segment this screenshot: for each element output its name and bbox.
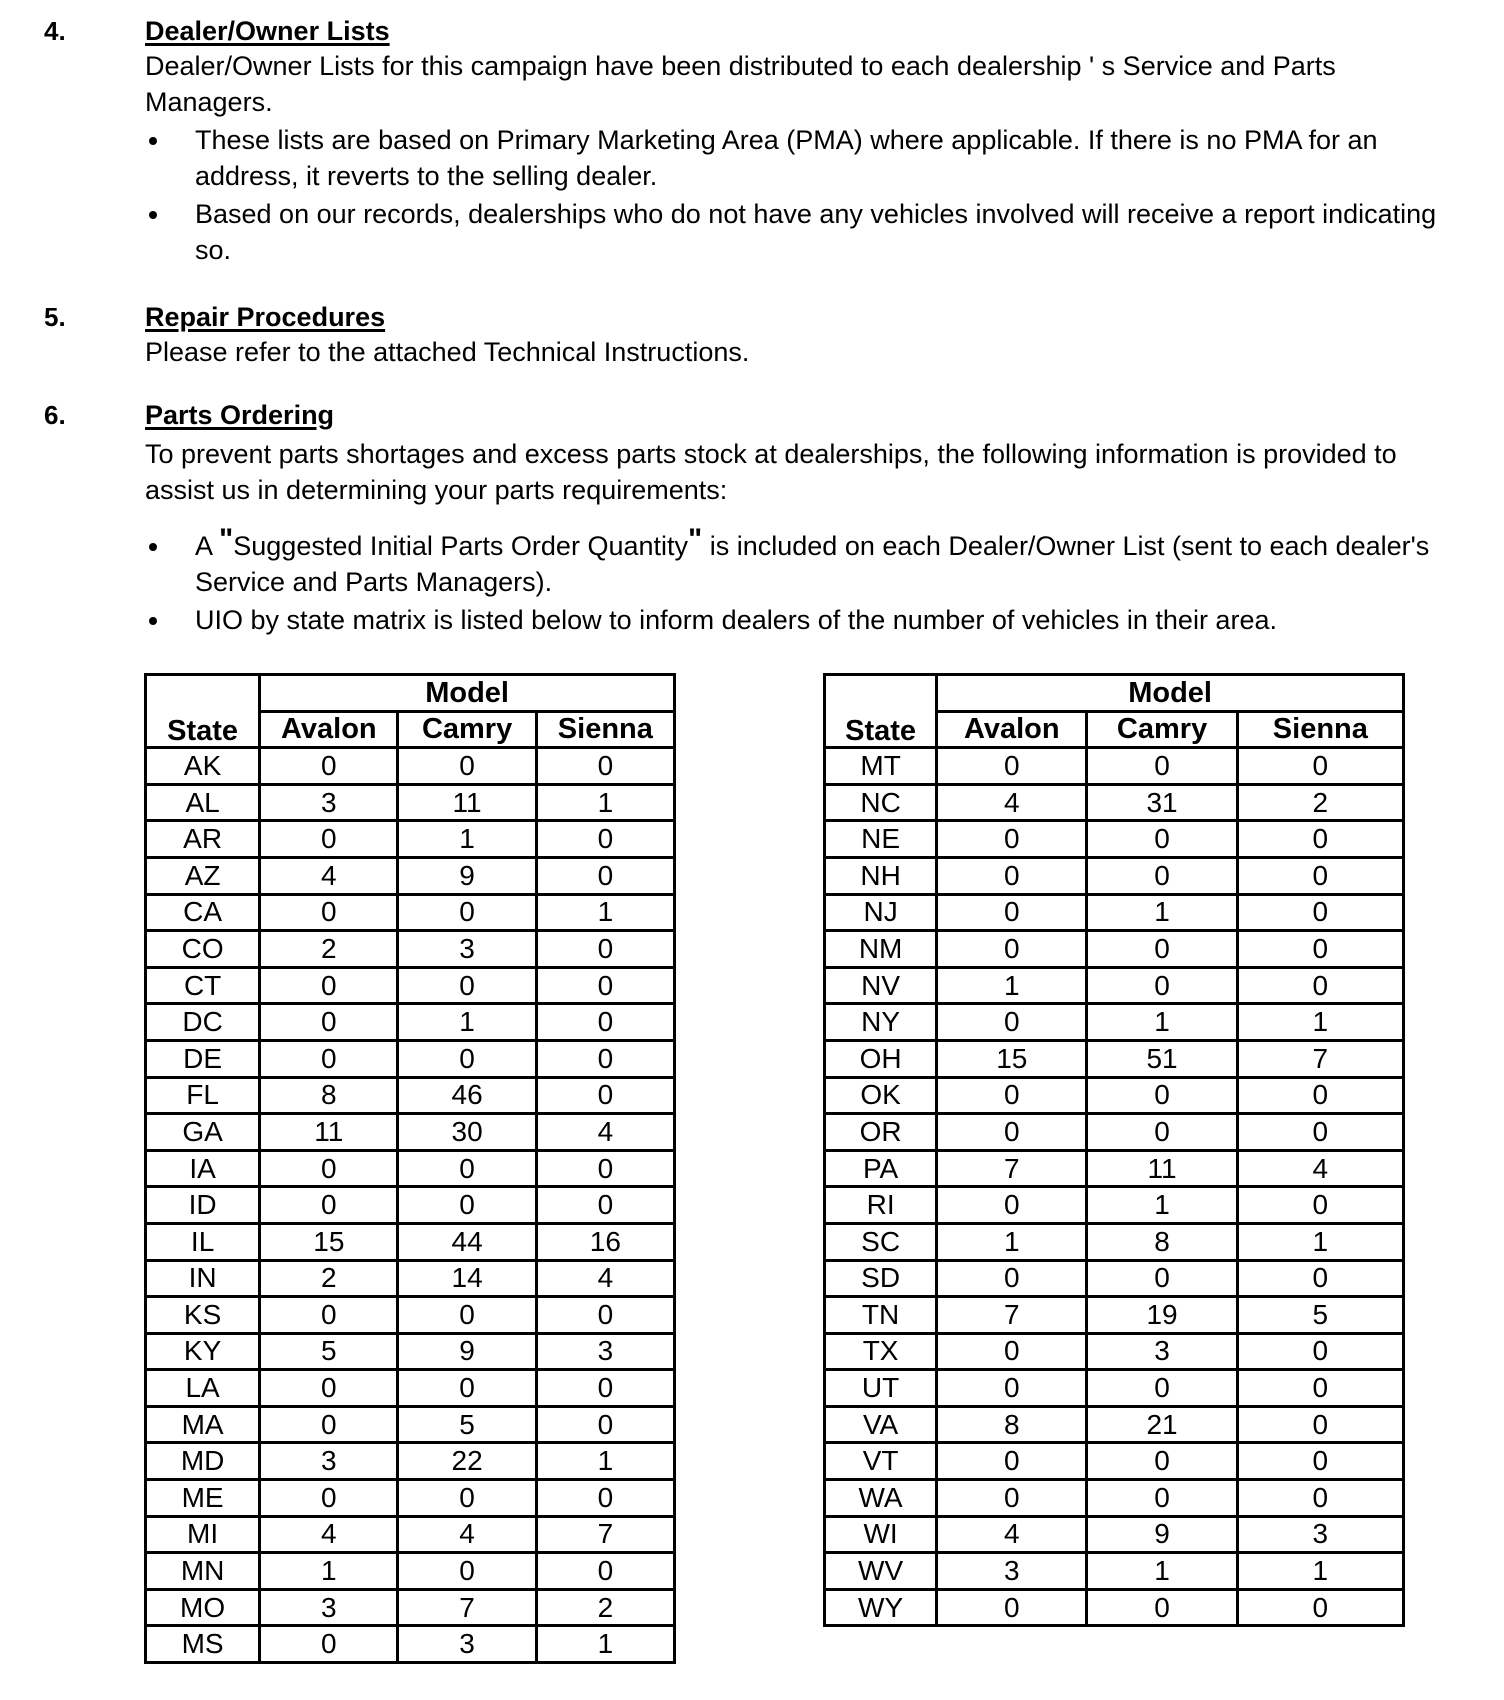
sienna-cell: 0 bbox=[536, 1370, 674, 1407]
sienna-cell: 0 bbox=[1237, 1406, 1403, 1443]
sienna-cell: 2 bbox=[536, 1589, 674, 1626]
table-row bbox=[146, 1406, 675, 1443]
state-cell: CO bbox=[146, 931, 260, 968]
avalon-cell: 0 bbox=[260, 894, 398, 931]
avalon-cell: 8 bbox=[937, 1406, 1087, 1443]
sienna-cell: 0 bbox=[1237, 748, 1403, 785]
bullet-icon bbox=[149, 137, 157, 145]
camry-cell: 11 bbox=[1087, 1150, 1237, 1187]
section-number: 5. bbox=[44, 302, 66, 332]
state-cell: LA bbox=[146, 1370, 260, 1407]
sienna-cell: 0 bbox=[536, 1297, 674, 1334]
avalon-cell: 4 bbox=[260, 857, 398, 894]
camry-cell: 0 bbox=[398, 1297, 536, 1334]
sienna-cell: 1 bbox=[536, 784, 674, 821]
sienna-cell: 0 bbox=[536, 748, 674, 785]
camry-cell: 19 bbox=[1087, 1297, 1237, 1334]
sienna-cell: 4 bbox=[1237, 1150, 1403, 1187]
avalon-cell: 0 bbox=[937, 821, 1087, 858]
avalon-cell: 0 bbox=[937, 1370, 1087, 1407]
state-cell: VT bbox=[825, 1443, 937, 1480]
table-row bbox=[825, 1187, 1404, 1224]
sienna-cell: 0 bbox=[536, 1553, 674, 1590]
sienna-cell: 0 bbox=[1237, 821, 1403, 858]
state-cell: RI bbox=[825, 1187, 937, 1224]
sienna-cell: 0 bbox=[1237, 1333, 1403, 1370]
avalon-cell: 3 bbox=[937, 1553, 1087, 1590]
camry-cell: 0 bbox=[1087, 931, 1237, 968]
table-row bbox=[146, 1223, 675, 1260]
sienna-cell: 7 bbox=[536, 1516, 674, 1553]
state-cell: ME bbox=[146, 1480, 260, 1517]
camry-cell: 0 bbox=[1087, 1260, 1237, 1297]
sienna-cell: 0 bbox=[536, 1077, 674, 1114]
table-row bbox=[825, 1260, 1404, 1297]
state-header: State bbox=[825, 675, 937, 748]
camry-cell: 3 bbox=[398, 1626, 536, 1663]
sienna-cell: 0 bbox=[1237, 1370, 1403, 1407]
sienna-cell: 0 bbox=[536, 967, 674, 1004]
table-row bbox=[146, 1480, 675, 1517]
table-row bbox=[825, 1443, 1404, 1480]
state-cell: MD bbox=[146, 1443, 260, 1480]
state-cell: NC bbox=[825, 784, 937, 821]
close-quote: " bbox=[688, 523, 703, 556]
camry-cell: 1 bbox=[398, 821, 536, 858]
camry-cell: 5 bbox=[398, 1406, 536, 1443]
table-row bbox=[146, 1040, 675, 1077]
table-row bbox=[825, 1223, 1404, 1260]
table-row bbox=[146, 1187, 675, 1224]
avalon-cell: 7 bbox=[937, 1297, 1087, 1334]
avalon-cell: 11 bbox=[260, 1114, 398, 1151]
avalon-cell: 0 bbox=[937, 857, 1087, 894]
state-cell: TX bbox=[825, 1333, 937, 1370]
bullet-icon bbox=[149, 617, 157, 625]
list-item: UIO by state matrix is listed below to inform dealers of the number of vehicles in their area. bbox=[145, 602, 1455, 638]
sienna-cell: 3 bbox=[1237, 1516, 1403, 1553]
sienna-cell: 2 bbox=[1237, 784, 1403, 821]
sienna-cell: 0 bbox=[536, 1187, 674, 1224]
table-row bbox=[146, 857, 675, 894]
sienna-cell: 0 bbox=[1237, 931, 1403, 968]
state-cell: AK bbox=[146, 748, 260, 785]
sienna-cell: 1 bbox=[1237, 1004, 1403, 1041]
camry-cell: 51 bbox=[1087, 1040, 1237, 1077]
avalon-cell: 4 bbox=[937, 784, 1087, 821]
avalon-cell: 15 bbox=[260, 1223, 398, 1260]
camry-cell: 0 bbox=[398, 967, 536, 1004]
avalon-cell: 3 bbox=[260, 1443, 398, 1480]
state-cell: SC bbox=[825, 1223, 937, 1260]
sienna-cell: 3 bbox=[536, 1333, 674, 1370]
avalon-cell: 0 bbox=[937, 1077, 1087, 1114]
table-row bbox=[825, 1114, 1404, 1151]
avalon-cell: 2 bbox=[260, 931, 398, 968]
state-cell: AL bbox=[146, 784, 260, 821]
camry-cell: 0 bbox=[1087, 1370, 1237, 1407]
sienna-cell: 0 bbox=[536, 857, 674, 894]
table-row bbox=[146, 1004, 675, 1041]
table-row bbox=[146, 894, 675, 931]
table-row bbox=[146, 931, 675, 968]
camry-cell: 7 bbox=[398, 1589, 536, 1626]
uio-table-right bbox=[823, 673, 1405, 1627]
avalon-cell: 0 bbox=[937, 1114, 1087, 1151]
avalon-cell: 3 bbox=[260, 784, 398, 821]
avalon-cell: 8 bbox=[260, 1077, 398, 1114]
table-row bbox=[146, 1589, 675, 1626]
avalon-cell: 0 bbox=[260, 1370, 398, 1407]
model-header: Model bbox=[937, 675, 1404, 712]
state-cell: ID bbox=[146, 1187, 260, 1224]
state-cell: KS bbox=[146, 1297, 260, 1334]
table-row bbox=[825, 1589, 1404, 1626]
avalon-cell: 0 bbox=[937, 748, 1087, 785]
avalon-cell: 0 bbox=[937, 1480, 1087, 1517]
camry-cell: 0 bbox=[398, 1553, 536, 1590]
camry-cell: 1 bbox=[1087, 1004, 1237, 1041]
sienna-cell: 5 bbox=[1237, 1297, 1403, 1334]
avalon-cell: 7 bbox=[937, 1150, 1087, 1187]
state-cell: PA bbox=[825, 1150, 937, 1187]
camry-cell: 22 bbox=[398, 1443, 536, 1480]
camry-cell: 3 bbox=[398, 931, 536, 968]
camry-cell: 11 bbox=[398, 784, 536, 821]
state-cell: MI bbox=[146, 1516, 260, 1553]
table-row bbox=[825, 1333, 1404, 1370]
camry-cell: 0 bbox=[1087, 1480, 1237, 1517]
state-cell: GA bbox=[146, 1114, 260, 1151]
camry-cell: 31 bbox=[1087, 784, 1237, 821]
open-quote: " bbox=[219, 523, 234, 556]
bullet-list bbox=[145, 122, 1455, 270]
avalon-cell: 0 bbox=[937, 1443, 1087, 1480]
list-item: These lists are based on Primary Marketing Area (PMA) where applicable. If there is no PMA for an address, it reverts to the selling dealer. bbox=[145, 122, 1455, 194]
sienna-cell: 0 bbox=[536, 1040, 674, 1077]
camry-cell: 1 bbox=[398, 1004, 536, 1041]
table-row bbox=[146, 1516, 675, 1553]
avalon-cell: 0 bbox=[260, 1406, 398, 1443]
table-row bbox=[825, 1004, 1404, 1041]
bullet-icon bbox=[149, 211, 157, 219]
sienna-cell: 0 bbox=[536, 821, 674, 858]
state-cell: MT bbox=[825, 748, 937, 785]
avalon-cell: 0 bbox=[937, 1187, 1087, 1224]
avalon-cell: 0 bbox=[260, 1150, 398, 1187]
table-row bbox=[825, 821, 1404, 858]
avalon-cell: 1 bbox=[937, 1223, 1087, 1260]
avalon-cell: 0 bbox=[260, 1480, 398, 1517]
avalon-cell: 15 bbox=[937, 1040, 1087, 1077]
table-row bbox=[146, 1626, 675, 1663]
camry-cell: 30 bbox=[398, 1114, 536, 1151]
camry-cell: 1 bbox=[1087, 1187, 1237, 1224]
camry-cell: 0 bbox=[398, 1370, 536, 1407]
camry-cell: 0 bbox=[1087, 857, 1237, 894]
state-cell: OK bbox=[825, 1077, 937, 1114]
table-row bbox=[146, 1150, 675, 1187]
sienna-cell: 0 bbox=[536, 931, 674, 968]
table-row bbox=[825, 1480, 1404, 1517]
state-cell: NM bbox=[825, 931, 937, 968]
state-cell: MS bbox=[146, 1626, 260, 1663]
sienna-cell: 0 bbox=[1237, 1114, 1403, 1151]
uio-table-left bbox=[144, 673, 676, 1664]
table-row bbox=[825, 1297, 1404, 1334]
state-cell: OR bbox=[825, 1114, 937, 1151]
table-row bbox=[825, 1040, 1404, 1077]
state-cell: KY bbox=[146, 1333, 260, 1370]
avalon-cell: 0 bbox=[937, 1260, 1087, 1297]
camry-cell: 9 bbox=[398, 857, 536, 894]
sienna-cell: 1 bbox=[1237, 1223, 1403, 1260]
sienna-cell: 0 bbox=[1237, 1260, 1403, 1297]
sienna-cell: 1 bbox=[536, 894, 674, 931]
camry-header: Camry bbox=[398, 711, 536, 748]
avalon-cell: 0 bbox=[937, 894, 1087, 931]
avalon-cell: 0 bbox=[260, 1187, 398, 1224]
sienna-cell: 0 bbox=[536, 1150, 674, 1187]
bullet-icon bbox=[149, 543, 157, 551]
table-row bbox=[825, 894, 1404, 931]
state-cell: AR bbox=[146, 821, 260, 858]
sienna-cell: 1 bbox=[1237, 1553, 1403, 1590]
avalon-cell: 4 bbox=[260, 1516, 398, 1553]
sienna-cell: 0 bbox=[536, 1406, 674, 1443]
sienna-header: Sienna bbox=[1237, 711, 1403, 748]
avalon-cell: 4 bbox=[937, 1516, 1087, 1553]
section-paragraph: Please refer to the attached Technical Instructions. bbox=[145, 337, 750, 367]
avalon-cell: 1 bbox=[937, 967, 1087, 1004]
camry-cell: 14 bbox=[398, 1260, 536, 1297]
state-cell: MA bbox=[146, 1406, 260, 1443]
camry-cell: 1 bbox=[1087, 1553, 1237, 1590]
camry-cell: 4 bbox=[398, 1516, 536, 1553]
table-row bbox=[825, 1553, 1404, 1590]
state-cell: UT bbox=[825, 1370, 937, 1407]
avalon-header: Avalon bbox=[260, 711, 398, 748]
camry-cell: 44 bbox=[398, 1223, 536, 1260]
avalon-cell: 0 bbox=[937, 931, 1087, 968]
state-cell: NY bbox=[825, 1004, 937, 1041]
state-cell: IL bbox=[146, 1223, 260, 1260]
state-cell: NV bbox=[825, 967, 937, 1004]
state-cell: IN bbox=[146, 1260, 260, 1297]
sienna-cell: 0 bbox=[536, 1480, 674, 1517]
avalon-cell: 0 bbox=[937, 1004, 1087, 1041]
sienna-cell: 0 bbox=[1237, 1589, 1403, 1626]
avalon-cell: 2 bbox=[260, 1260, 398, 1297]
state-cell: IA bbox=[146, 1150, 260, 1187]
list-item: Based on our records, dealerships who do not have any vehicles involved will receive a report indicating so. bbox=[145, 196, 1455, 268]
table-row bbox=[825, 748, 1404, 785]
sienna-cell: 1 bbox=[536, 1443, 674, 1480]
bullet-list bbox=[145, 523, 1455, 640]
state-cell: TN bbox=[825, 1297, 937, 1334]
avalon-cell: 3 bbox=[260, 1589, 398, 1626]
camry-cell: 0 bbox=[1087, 821, 1237, 858]
avalon-cell: 0 bbox=[260, 1297, 398, 1334]
camry-cell: 0 bbox=[398, 1480, 536, 1517]
camry-cell: 0 bbox=[398, 748, 536, 785]
avalon-cell: 0 bbox=[260, 1040, 398, 1077]
sienna-cell: 0 bbox=[536, 1004, 674, 1041]
state-cell: NH bbox=[825, 857, 937, 894]
table-row bbox=[825, 1370, 1404, 1407]
camry-cell: 1 bbox=[1087, 894, 1237, 931]
state-cell: NJ bbox=[825, 894, 937, 931]
state-cell: DC bbox=[146, 1004, 260, 1041]
table-row bbox=[825, 967, 1404, 1004]
list-item: A "Suggested Initial Parts Order Quantity" is included on each Dealer/Owner List (sent to each dealer's Service and Parts Managers). bbox=[145, 528, 1455, 600]
table-row bbox=[825, 857, 1404, 894]
sienna-cell: 0 bbox=[1237, 1077, 1403, 1114]
camry-cell: 0 bbox=[398, 894, 536, 931]
camry-cell: 0 bbox=[1087, 1443, 1237, 1480]
table-row bbox=[146, 1260, 675, 1297]
avalon-cell: 0 bbox=[260, 748, 398, 785]
table-row bbox=[146, 1114, 675, 1151]
camry-cell: 3 bbox=[1087, 1333, 1237, 1370]
camry-cell: 0 bbox=[1087, 1114, 1237, 1151]
sienna-cell: 1 bbox=[536, 1626, 674, 1663]
sienna-header: Sienna bbox=[536, 711, 674, 748]
sienna-cell: 0 bbox=[1237, 1443, 1403, 1480]
table-row bbox=[146, 784, 675, 821]
sienna-cell: 4 bbox=[536, 1114, 674, 1151]
section-heading: Repair Procedures bbox=[145, 302, 386, 332]
state-cell: OH bbox=[825, 1040, 937, 1077]
table-row bbox=[146, 1370, 675, 1407]
state-cell: NE bbox=[825, 821, 937, 858]
avalon-cell: 0 bbox=[260, 1004, 398, 1041]
section-paragraph: To prevent parts shortages and excess parts stock at dealerships, the following information is provided to assist us in determining your parts requirements: bbox=[145, 439, 1397, 505]
camry-cell: 0 bbox=[398, 1040, 536, 1077]
sienna-cell: 0 bbox=[1237, 1187, 1403, 1224]
camry-cell: 0 bbox=[398, 1150, 536, 1187]
camry-cell: 0 bbox=[1087, 967, 1237, 1004]
table-row bbox=[146, 748, 675, 785]
camry-cell: 0 bbox=[1087, 1077, 1237, 1114]
table-row bbox=[146, 967, 675, 1004]
table-row bbox=[146, 1553, 675, 1590]
section-number: 6. bbox=[44, 400, 66, 430]
sienna-cell: 0 bbox=[1237, 1480, 1403, 1517]
state-cell: FL bbox=[146, 1077, 260, 1114]
state-cell: CA bbox=[146, 894, 260, 931]
sienna-cell: 4 bbox=[536, 1260, 674, 1297]
avalon-cell: 5 bbox=[260, 1333, 398, 1370]
table-row bbox=[146, 1297, 675, 1334]
model-header: Model bbox=[260, 675, 675, 712]
section-paragraph: Dealer/Owner Lists for this campaign have been distributed to each dealership ' s Service and Parts Managers. bbox=[145, 51, 1336, 117]
state-cell: DE bbox=[146, 1040, 260, 1077]
section-heading: Dealer/Owner Lists bbox=[145, 16, 390, 46]
camry-cell: 46 bbox=[398, 1077, 536, 1114]
avalon-cell: 0 bbox=[937, 1589, 1087, 1626]
state-cell: WA bbox=[825, 1480, 937, 1517]
table-row bbox=[825, 1406, 1404, 1443]
table-row bbox=[825, 1077, 1404, 1114]
state-cell: WV bbox=[825, 1553, 937, 1590]
avalon-cell: 0 bbox=[937, 1333, 1087, 1370]
section-number: 4. bbox=[44, 16, 66, 46]
state-cell: VA bbox=[825, 1406, 937, 1443]
avalon-header: Avalon bbox=[937, 711, 1087, 748]
camry-cell: 9 bbox=[398, 1333, 536, 1370]
state-cell: SD bbox=[825, 1260, 937, 1297]
avalon-cell: 0 bbox=[260, 821, 398, 858]
avalon-cell: 1 bbox=[260, 1553, 398, 1590]
avalon-cell: 0 bbox=[260, 967, 398, 1004]
table-row bbox=[825, 931, 1404, 968]
camry-cell: 9 bbox=[1087, 1516, 1237, 1553]
sienna-cell: 0 bbox=[1237, 967, 1403, 1004]
table-row bbox=[825, 784, 1404, 821]
sienna-cell: 16 bbox=[536, 1223, 674, 1260]
camry-cell: 0 bbox=[398, 1187, 536, 1224]
state-cell: MN bbox=[146, 1553, 260, 1590]
table-row bbox=[146, 1333, 675, 1370]
state-header: State bbox=[146, 675, 260, 748]
sienna-cell: 0 bbox=[1237, 894, 1403, 931]
state-cell: WI bbox=[825, 1516, 937, 1553]
sienna-cell: 0 bbox=[1237, 857, 1403, 894]
table-row bbox=[146, 1077, 675, 1114]
camry-cell: 8 bbox=[1087, 1223, 1237, 1260]
camry-header: Camry bbox=[1087, 711, 1237, 748]
state-cell: AZ bbox=[146, 857, 260, 894]
table-row bbox=[146, 1443, 675, 1480]
state-cell: MO bbox=[146, 1589, 260, 1626]
camry-cell: 21 bbox=[1087, 1406, 1237, 1443]
state-cell: WY bbox=[825, 1589, 937, 1626]
sienna-cell: 7 bbox=[1237, 1040, 1403, 1077]
camry-cell: 0 bbox=[1087, 1589, 1237, 1626]
section-heading: Parts Ordering bbox=[145, 400, 335, 430]
table-row bbox=[825, 1516, 1404, 1553]
avalon-cell: 0 bbox=[260, 1626, 398, 1663]
state-cell: CT bbox=[146, 967, 260, 1004]
camry-cell: 0 bbox=[1087, 748, 1237, 785]
table-row bbox=[825, 1150, 1404, 1187]
table-row bbox=[146, 821, 675, 858]
